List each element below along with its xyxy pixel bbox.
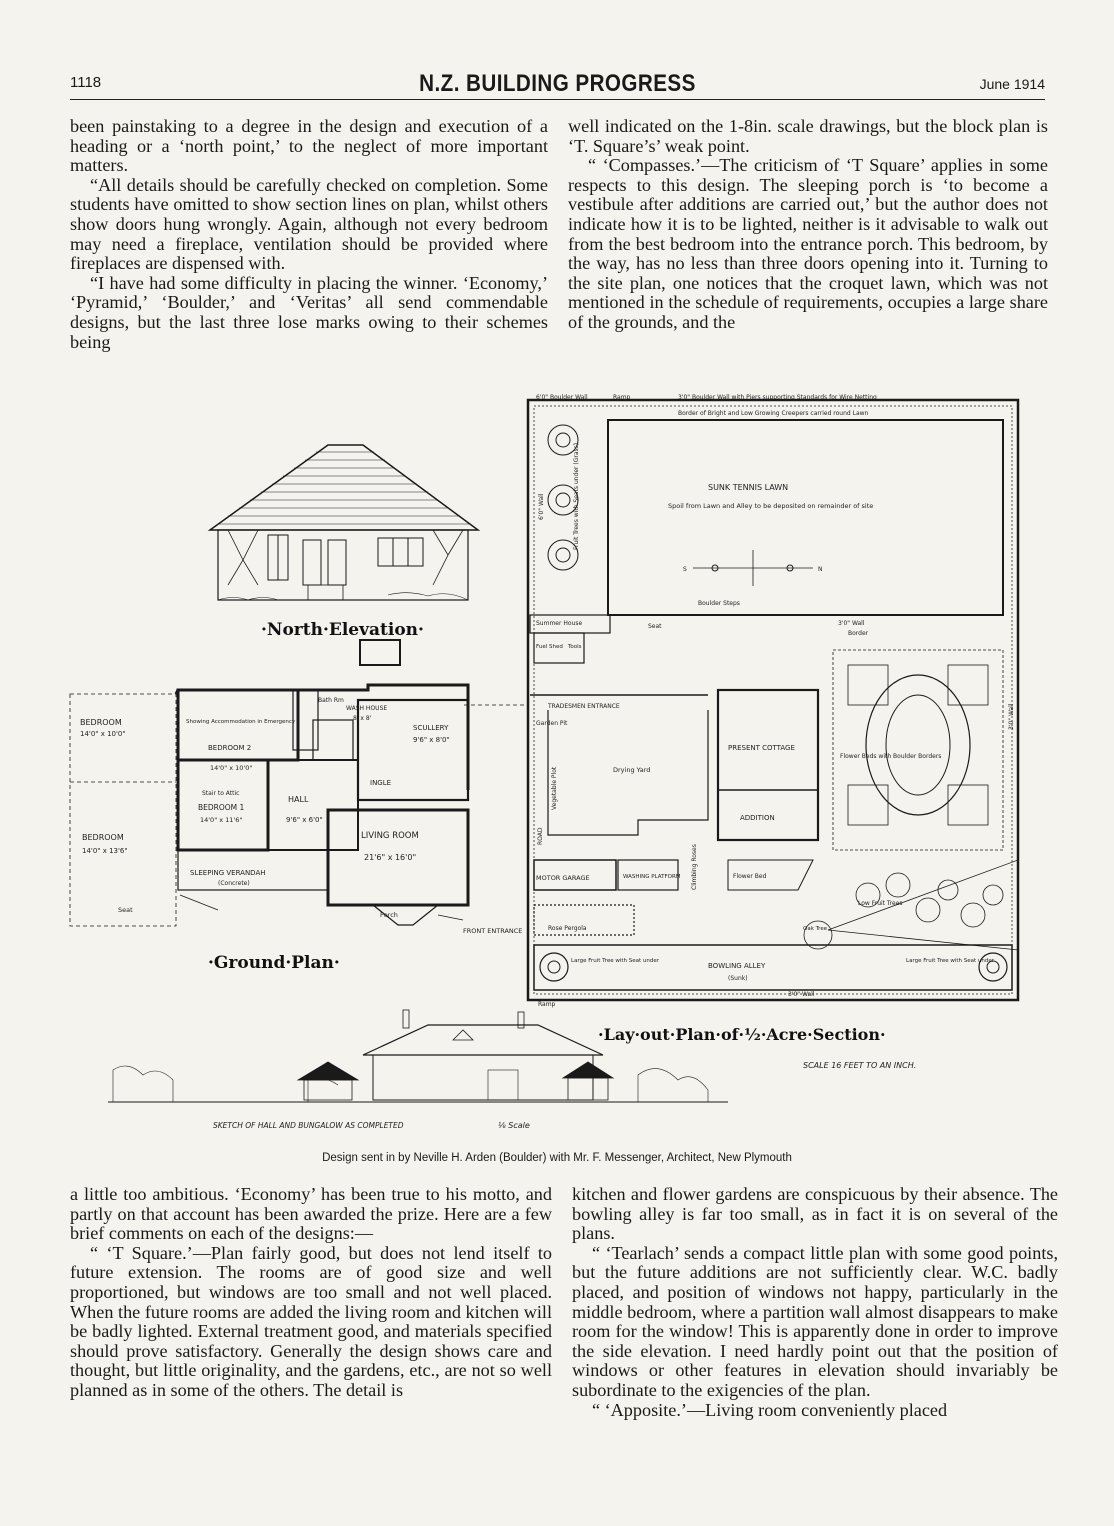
sketch-caption: SKETCH OF HALL AND BUNGALOW AS COMPLETED bbox=[213, 1121, 404, 1130]
site-label: Garden Pit bbox=[536, 720, 568, 727]
plan-label: LIVING ROOM bbox=[361, 831, 419, 841]
paragraph: a little too ambitious. ‘Economy’ has been true to his motto, and partly on that account has been awarded the prize. Here are a few brief comments on each of the designs:— bbox=[70, 1184, 552, 1244]
north-elevation-title: ·North·Elevation· bbox=[261, 620, 424, 640]
plan-label: FRONT ENTRANCE bbox=[463, 927, 523, 935]
site-label: Vegetable Plot bbox=[551, 766, 558, 810]
sketch-scale: ⅛ Scale bbox=[498, 1121, 530, 1130]
site-label: Tools bbox=[568, 644, 582, 650]
site-label: Fruit Trees with Seats under (Grass) bbox=[573, 442, 580, 550]
site-label: BOWLING ALLEY bbox=[708, 962, 766, 970]
site-label: (Sunk) bbox=[728, 975, 748, 982]
architectural-drawing bbox=[68, 390, 1048, 1148]
figure-caption: Design sent in by Neville H. Arden (Boulder) with Mr. F. Messenger, Architect, New Plymouth bbox=[322, 1152, 792, 1164]
site-label: Boulder Steps bbox=[698, 600, 740, 607]
layout-plan-title: ·Lay·out·Plan·of·½·Acre·Section· bbox=[598, 1025, 886, 1044]
site-label: Flower Beds with Boulder Borders bbox=[840, 753, 942, 760]
plan-label: 8' x 8' bbox=[353, 715, 372, 722]
paragraph: “All details should be carefully checked on completion. Some students have omitted to show section lines on plan, whilst others show doors hung wrongly. Again, although not every bedroom may need a fireplace, ventilation should be provided where fireplaces are dispensed with. bbox=[70, 174, 548, 274]
plan-label: 14'0" x 10'0" bbox=[80, 730, 126, 738]
ground-plan-title: ·Ground·Plan· bbox=[208, 953, 340, 973]
paragraph: “ ‘Compasses.’—The criticism of ‘T Square’ applies in some respects to this design. The sleeping porch is ‘to become a vestibule after additions are carried out,’ but the author does not indicate how it is to be lighted, neither is it advisable to walk out from the best bedroom into the entrance porch. This bedroom, by the way, has no less than three doors opening into it. Turning to the site plan, one notices that the croquet lawn, which was not mentioned in the schedule of requirements, occupies a large share of the grounds, and the bbox=[568, 155, 1048, 332]
plan-label: Bath Rm bbox=[318, 697, 344, 704]
plan-label: BEDROOM 2 bbox=[208, 744, 252, 752]
page-number: 1118 bbox=[70, 74, 102, 91]
site-label: Ramp bbox=[613, 394, 631, 401]
paragraph: been painstaking to a degree in the design and execution of a heading or a ‘north point,’ to the neglect of more important matters. bbox=[70, 116, 548, 176]
plan-label: 9'6" x 8'0" bbox=[413, 736, 450, 744]
header-rule bbox=[70, 99, 1045, 100]
site-label: Spoil from Lawn and Alley to be deposited on remainder of site bbox=[668, 502, 874, 510]
site-label: Climbing Roses bbox=[691, 844, 698, 890]
plan-label: 21'6" x 16'0" bbox=[364, 853, 417, 862]
plan-label: (Concrete) bbox=[218, 880, 250, 887]
plan-label: Stair to Attic bbox=[202, 790, 240, 797]
journal-title: N.Z. BUILDING PROGRESS bbox=[419, 70, 696, 97]
paragraph: “I have had some difficulty in placing the winner. ‘Economy,’ ‘Pyramid,’ ‘Boulder,’ and ‘Veritas’ all send commendable designs, but the last three lose marks owing to their schemes being bbox=[70, 272, 548, 352]
site-label: Low Fruit Trees bbox=[858, 900, 903, 907]
paragraph: “ ‘Tearlach’ sends a compact little plan with some good points, but the future additions are not sufficiently clear. W.C. badly placed, and position of windows not happy, particularly in the middle bedroom, where a partition wall almost disappears to make room for the window! This is apparently done in order to improve the side elevation. I need hardly point out that the position of windows or other features in elevation should invariably be subordinate to the exigencies of the plan. bbox=[572, 1242, 1058, 1400]
site-label: Oak Tree bbox=[803, 926, 828, 932]
site-label: Summer House bbox=[536, 620, 583, 627]
paragraph: kitchen and flower gardens are conspicuous by their absence. The bowling alley is far too small, as in fact it is on several of the plans. bbox=[572, 1184, 1058, 1244]
plan-label: WASH HOUSE bbox=[346, 705, 388, 712]
site-label: PRESENT COTTAGE bbox=[728, 744, 795, 752]
site-label: N bbox=[818, 566, 823, 573]
site-label: MOTOR GARAGE bbox=[536, 874, 590, 882]
page-header bbox=[70, 70, 1045, 100]
column-top-right bbox=[568, 117, 1048, 377]
column-bottom-left bbox=[70, 1185, 552, 1475]
plan-label: BEDROOM 1 bbox=[198, 803, 245, 812]
column-bottom-right bbox=[572, 1185, 1058, 1475]
site-label: S bbox=[683, 566, 687, 573]
drawing-svg bbox=[68, 390, 1048, 1148]
site-label: Drying Yard bbox=[613, 766, 651, 774]
site-label: 3'0" Wall bbox=[788, 991, 815, 998]
plan-label: BEDROOM bbox=[82, 833, 124, 842]
plan-label: 14'0" x 10'0" bbox=[210, 764, 253, 772]
site-label: Large Fruit Tree with Seat under bbox=[571, 958, 660, 964]
plan-label: Porch bbox=[380, 911, 398, 919]
site-label: SUNK TENNIS LAWN bbox=[708, 483, 789, 492]
site-label: Large Fruit Tree with Seat under bbox=[906, 958, 995, 964]
plan-label: 14'0" x 11'6" bbox=[200, 816, 243, 824]
paragraph: well indicated on the 1-8in. scale drawings, but the block plan is ‘T. Square’s’ weak point. bbox=[568, 116, 1048, 156]
scale-note: SCALE 16 FEET TO AN INCH. bbox=[803, 1061, 917, 1070]
plan-label: INGLE bbox=[370, 779, 392, 787]
site-label: TRADESMEN ENTRANCE bbox=[548, 703, 620, 710]
site-label: Rose Pergola bbox=[548, 925, 587, 932]
column-top-left bbox=[70, 117, 548, 377]
site-label: 3'0" Wall bbox=[1008, 703, 1015, 730]
plan-label: Seat bbox=[118, 906, 133, 914]
plan-label: SLEEPING VERANDAH bbox=[190, 869, 266, 877]
site-label: Border bbox=[848, 630, 869, 637]
site-label: ROAD bbox=[537, 827, 544, 845]
site-layout-plan bbox=[528, 394, 1018, 1070]
site-label: 6'0" Boulder Wall bbox=[536, 394, 588, 401]
site-label: Seat bbox=[648, 623, 662, 630]
site-label: Border of Bright and Low Growing Creepers carried round Lawn bbox=[678, 410, 869, 417]
site-label: Fuel Shed bbox=[536, 644, 563, 650]
plan-label: Showing Accommodation in Emergency bbox=[186, 719, 296, 725]
site-label: 6'0" Wall bbox=[538, 493, 545, 520]
ground-plan bbox=[70, 640, 528, 973]
plan-label: HALL bbox=[288, 795, 309, 804]
plan-label: SCULLERY bbox=[413, 724, 449, 732]
plan-label: 14'0" x 13'6" bbox=[82, 847, 128, 855]
plan-label: BEDROOM bbox=[80, 718, 122, 727]
issue-date: June 1914 bbox=[979, 76, 1045, 92]
site-label: Flower Bed bbox=[733, 873, 767, 880]
site-label: 3'0" Boulder Wall with Piers supporting Standards for Wire Netting bbox=[678, 394, 877, 401]
site-label: WASHING PLATFORM bbox=[623, 874, 681, 880]
north-elevation bbox=[210, 445, 478, 640]
paragraph: “ ‘Apposite.’—Living room conveniently placed bbox=[592, 1399, 948, 1420]
site-label: Ramp bbox=[538, 1001, 556, 1008]
plan-label: 9'6" x 6'0" bbox=[286, 816, 323, 824]
site-label: 3'0" Wall bbox=[838, 620, 865, 627]
paragraph: “ ‘T Square.’—Plan fairly good, but does not lend itself to future extension. The rooms are of good size and well proportioned, but windows are too small and not well placed. When the future rooms are added the living room and kitchen will be badly lighted. External treatment good, and materials specified should prove satisfactory. Generally the design shows care and thought, but little originality, and the gardens, etc., are not so well planned as in some of the others. The detail is bbox=[70, 1242, 552, 1400]
site-label: ADDITION bbox=[740, 814, 775, 822]
